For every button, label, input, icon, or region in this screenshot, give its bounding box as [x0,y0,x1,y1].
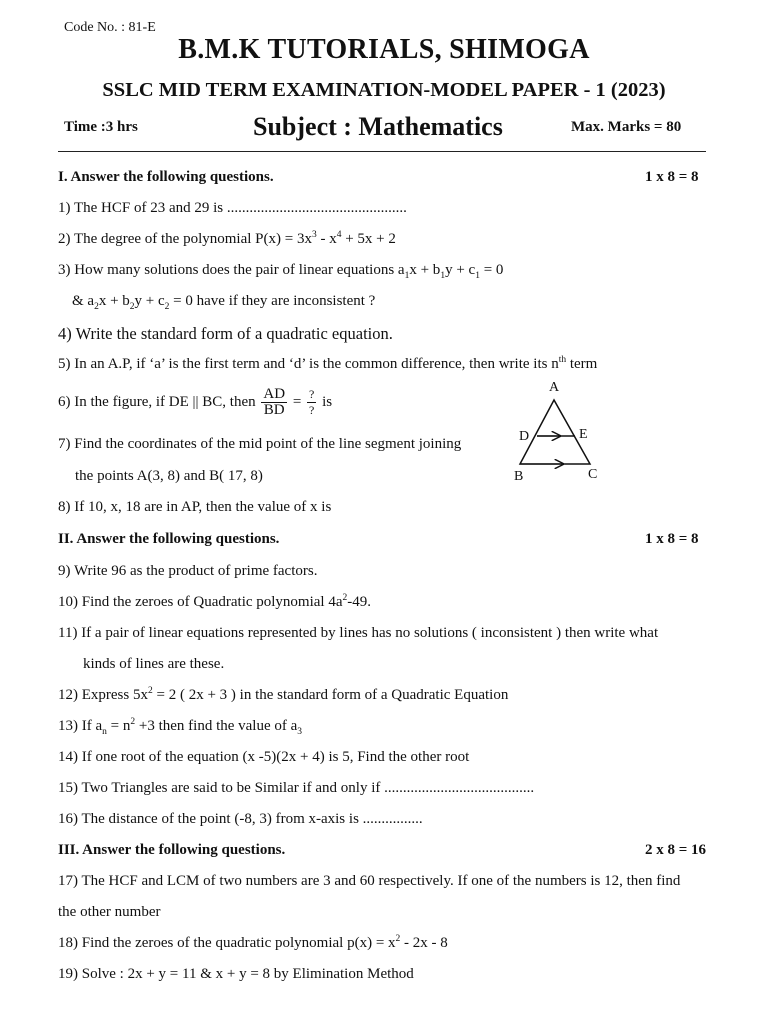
question-3-line-2 [72,293,375,310]
q6-text: 6) In the figure, if DE || BC, then [58,393,260,410]
vertex-a-label: A [549,380,560,395]
q3-text: 3) How many solutions does the pair of linear equations a [58,262,405,278]
question-2 [58,231,396,248]
q2-exp2: 4 [336,230,342,240]
question-16: 16) The distance of the point (-8, 3) from x-axis is ................ [58,811,423,827]
question-17: 17) The HCF and LCM of two numbers are 3 and 60 respectively. If one of the numbers is 12, then find [58,873,681,889]
q10-text2: -49. [347,594,372,610]
section-3-title: III. Answer the following questions. [58,842,286,858]
question-19: 19) Solve : 2x + y = 11 & x + y = 8 by Elimination Method [58,966,414,982]
q10-text: 10) Find the zeroes of Quadratic polynomial 4a [58,594,343,610]
q18-text2: - 2x - 8 [400,935,448,951]
triangle-figure [505,372,615,487]
q2-exp1: 3 [311,230,317,240]
q6-fraction-1 [261,387,287,418]
question-10 [58,594,371,611]
question-14: 14) If one root of the equation (x -5)(2x + 4) is 5, Find the other root [58,749,470,765]
q3-sub2: 1 [440,271,446,281]
vertex-d-label: D [519,429,530,444]
question-8: 8) If 10, x, 18 are in AP, then the value of x is [58,499,332,515]
q6-text2: is [318,393,333,410]
q2-text: 2) The degree of the polynomial P(x) = 3x [58,231,312,247]
q6-denominator-1: BD [263,402,285,418]
time-label: Time :3 hrs [64,119,138,135]
header-divider [58,151,706,152]
section-1-title: I. Answer the following questions. [58,169,274,185]
section-3-marks: 2 x 8 = 16 [645,842,707,858]
section-1-marks: 1 x 8 = 8 [645,169,699,185]
q18-sup: 2 [395,934,401,944]
vertex-c-label: C [588,467,598,482]
q12-text2: = 2 ( 2x + 3 ) in the standard form of a Quadratic Equation [152,687,509,703]
question-4: 4) Write the standard form of a quadratic equation. [58,324,393,343]
question-7-line-2: the points A(3, 8) and B( 17, 8) [75,468,263,484]
question-9: 9) Write 96 as the product of prime factors. [58,563,318,579]
question-11-line-2: kinds of lines are these. [83,656,225,672]
q12-sup: 2 [148,686,153,696]
q6-fraction-2 [307,387,316,418]
vertex-b-label: B [514,469,524,484]
q3-text4: = 0 [479,262,504,278]
q3-sub6: 2 [164,302,170,312]
q6-denominator-2: ? [309,403,315,417]
question-1: 1) The HCF of 23 and 29 is ................................................ [58,200,407,216]
question-11: 11) If a pair of linear equations represented by lines has no solutions ( inconsistent ) then write what [58,625,659,641]
q3-sub1: 1 [404,271,410,281]
q13-text2: = n [106,718,131,734]
q5-text2: term [566,356,598,372]
q6-numerator-2: ? [309,387,315,401]
q3-sub5: 2 [129,302,135,312]
q13-sup: 2 [130,717,136,727]
q3-text2: x + b [409,262,441,278]
max-marks: Max. Marks = 80 [571,119,682,135]
q5-text: 5) In an A.P, if ‘a’ is the first term and ‘d’ is the common difference, then write its n [58,356,559,372]
q2-text3: + 5x + 2 [341,231,396,247]
q12-text: 12) Express 5x [58,687,148,703]
question-17-line-2: the other number [58,904,161,920]
code-number: Code No. : 81-E [64,20,156,35]
q3-line2-text: & a [72,293,95,309]
subject-title: Subject : Mathematics [253,112,503,141]
q3-sub3: 1 [475,271,480,281]
vertex-e-label: E [579,427,588,442]
q10-sup: 2 [342,593,348,603]
q3-sub4: 2 [94,302,99,312]
institute-name: B.M.K TUTORIALS, SHIMOGA [178,34,590,65]
q18-text: 18) Find the zeroes of the quadratic polynomial p(x) = x [58,935,396,951]
exam-title: SSLC MID TERM EXAMINATION-MODEL PAPER - 1 (2023) [102,79,666,101]
question-13 [58,718,302,735]
question-5 [58,356,597,373]
q5-sup: th [558,355,567,365]
question-7: 7) Find the coordinates of the mid point of the line segment joining [58,436,462,452]
q13-text3: +3 then find the value of a [135,718,298,734]
question-6 [58,387,332,418]
section-2-marks: 1 x 8 = 8 [645,531,699,547]
q13-text: 13) If a [58,718,103,734]
q13-sub: n [102,727,107,737]
q3-line2-text2: x + b [98,293,130,309]
q6-equals: = [289,393,306,410]
q3-line2-text4: = 0 have if they are inconsistent ? [169,293,376,309]
q6-numerator-1: AD [263,386,286,402]
question-12 [58,687,508,704]
question-18 [58,935,448,952]
q13-sub2: 3 [297,727,303,737]
section-2-title: II. Answer the following questions. [58,531,280,547]
q3-line2-text3: y + c [134,293,165,309]
q3-text3: y + c [445,262,476,278]
question-3 [58,262,503,279]
q2-text2: - x [316,231,337,247]
question-15: 15) Two Triangles are said to be Similar if and only if ........................................ [58,780,535,796]
